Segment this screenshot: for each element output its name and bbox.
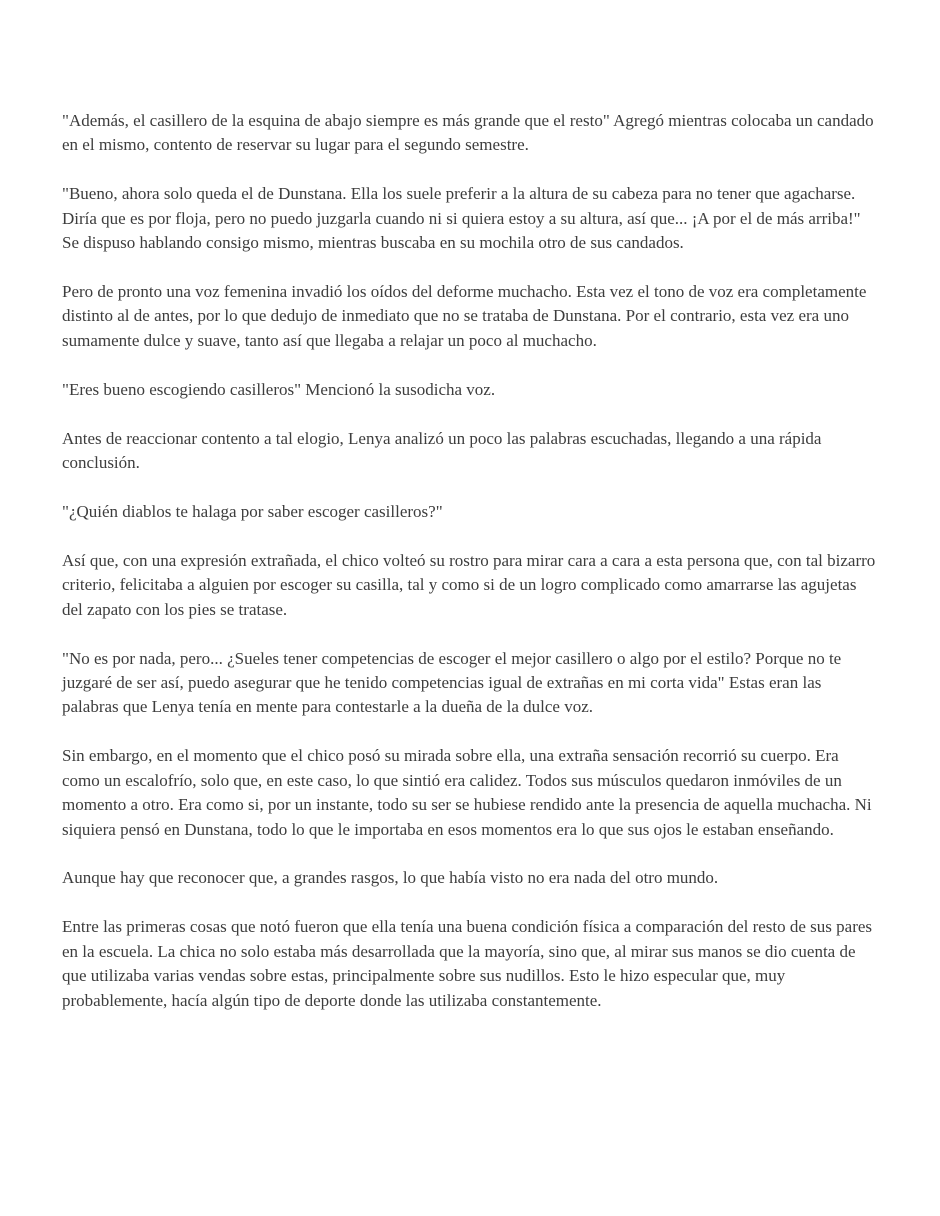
chapter-content [62,109,878,1013]
story-paragraph: Pero de pronto una voz femenina invadió los oídos del deforme muchacho. Esta vez el tono de voz era completamente distinto al de antes, por lo que dedujo de inmediato que no se trataba de Dunstana. Por el contrario, esta vez era uno sumamente dulce y suave, tanto así que llegaba a relajar un poco al muchacho. [62,282,867,350]
story-paragraph: Aunque hay que reconocer que, a grandes rasgos, lo que había visto no era nada del otro mundo. [62,868,719,888]
story-paragraph: "Eres bueno escogiendo casilleros" Mencionó la susodicha voz. [62,379,496,399]
story-paragraph: "No es por nada, pero... ¿Sueles tener competencias de escoger el mejor casillero o algo por el estilo? Porque no te juzgaré de ser así, puedo asegurar que he tenido competencias igual de extrañas en mi corta vida" Estas eran las palabras que Lenya tenía en mente para contestarle a la dueña de la dulce voz. [62,648,842,717]
story-paragraph: Sin embargo, en el momento que el chico posó su mirada sobre ella, una extraña sensación recorrió su cuerpo. Era como un escalofrío, solo que, en este caso, lo que sintió era calidez. Todos sus músculos quedaron inmóviles de un momento a otro. Era como si, por un instante, todo su ser se hubiese rendido ante la presencia de aquella muchacha. Ni siquiera pensó en Dunstana, todo lo que le importaba en esos momentos era lo que sus ojos le estaban enseñando. [62,746,872,839]
story-paragraph: "Además, el casillero de la esquina de abajo siempre es más grande que el resto" Agregó mientras colocaba un candado en el mismo, contento de reservar su lugar para el segundo semestre. [62,111,874,155]
story-paragraph: Así que, con una expresión extrañada, el chico volteó su rostro para mirar cara a cara a esta persona que, con tal bizarro criterio, felicitaba a alguien por escoger su casilla, tal y como si de un logro complicado como amarrarse las agujetas del zapato con los pies se tratase. [62,550,876,619]
story-paragraph: "¿Quién diablos te halaga por saber escoger casilleros?" [62,501,443,521]
story-paragraph: Entre las primeras cosas que notó fueron que ella tenía una buena condición física a comparación del resto de sus pares en la escuela. La chica no solo estaba más desarrollada que la mayoría, sino que, al mirar sus manos se dio cuenta de que utilizaba varias vendas sobre estas, principalmente sobre sus nudillos. Esto le hizo especular que, muy probablemente, hacía algún tipo de deporte donde las utilizaba constantemente. [62,917,873,1010]
story-paragraph: "Bueno, ahora solo queda el de Dunstana. Ella los suele preferir a la altura de su cabeza para no tener que agacharse. Diría que es por floja, pero no puedo juzgarla cuando ni si quiera estoy a su altura, así que... ¡A por el de más arriba!" Se dispuso hablando consigo mismo, mientras buscaba en su mochila otro de sus candados. [62,184,861,253]
story-paragraph: Antes de reaccionar contento a tal elogio, Lenya analizó un poco las palabras escuchadas, llegando a una rápida conclusión. [62,428,822,473]
